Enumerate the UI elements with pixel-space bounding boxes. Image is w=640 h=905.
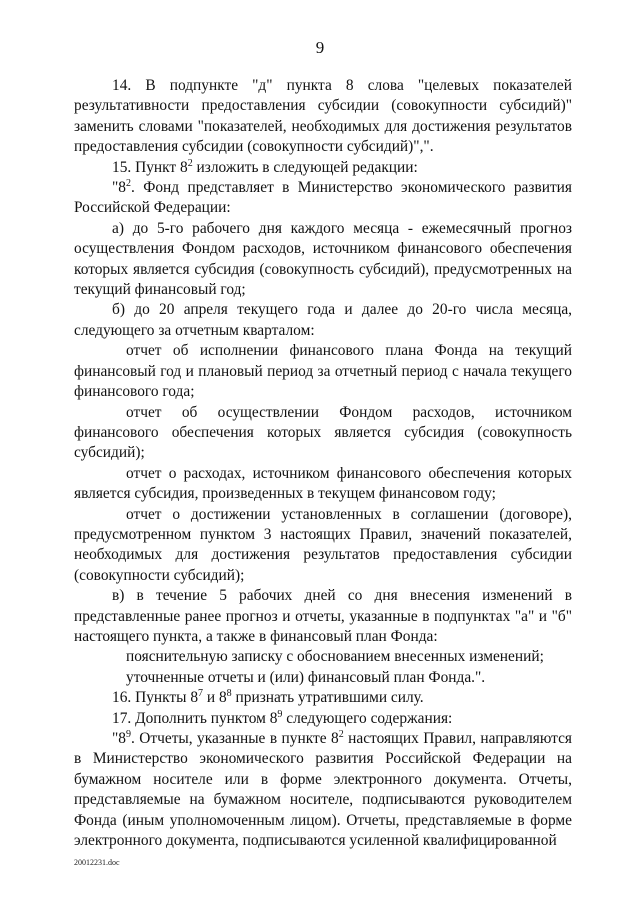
text-run: б) до 20 апреля текущего года и далее до 20-го числа месяца, следующего за отчетным кварталом: bbox=[74, 301, 572, 339]
text-run: изложить в следующей редакции: bbox=[192, 158, 418, 176]
paragraph bbox=[74, 688, 572, 708]
paragraph bbox=[74, 300, 572, 341]
text-run: 15. Пункт 8 bbox=[112, 158, 188, 176]
paragraph bbox=[74, 403, 572, 464]
text-run: в) в течение 5 рабочих дней со дня внесения изменений в представленные ранее прогноз и отчеты, указанные в подпунктах "а" и "б" настоящего пункта, а также в финансовый план Фонда: bbox=[74, 587, 572, 645]
paragraph bbox=[74, 341, 572, 402]
superscript: 9 bbox=[277, 708, 283, 720]
text-run: и 8 bbox=[203, 689, 227, 707]
superscript: 8 bbox=[226, 688, 232, 700]
paragraph bbox=[74, 586, 572, 647]
superscript: 2 bbox=[338, 728, 344, 740]
text-run: пояснительную записку с обоснованием внесенных изменений; bbox=[126, 648, 544, 666]
text-run: признать утратившими силу. bbox=[231, 689, 424, 707]
text-run: 17. Дополнить пунктом 8 bbox=[112, 709, 278, 727]
document-body bbox=[74, 76, 572, 851]
paragraph bbox=[74, 647, 572, 667]
paragraph bbox=[74, 158, 572, 178]
text-run: . Отчеты, указанные в пункте 8 bbox=[130, 730, 339, 747]
text-run: 14. В подпункте "д" пункта 8 слова "целевых показателей результативности предоставления субсидии (совокупности субсидий)" заменить словами "показателей, необходимых для достижения результатов предоставления субсидии (совокупности субсидий)",". bbox=[74, 77, 572, 156]
paragraph bbox=[74, 729, 572, 851]
text-run: а) до 5-го рабочего дня каждого месяца - ежемесячный прогноз осуществления Фондом расходов, источником финансового обеспечения которых является субсидия (совокупность субсидий), предусмотренных на текущий финансовый год; bbox=[74, 219, 572, 299]
text-run: . Фонд представляет в Министерство экономического развития Российской Федерации: bbox=[74, 179, 572, 217]
text-run: настоящих Правил, направляются в Министерство экономического развития Российской Федерации на бумажном носителе или в форме электронного документа. Отчеты, представляемые на бумажном носителе, подписываются руководителем Фонда (иным уполномоченным лицом). Отчеты, представляемые в форме электронного документа, подписываются усиленной квалифицированной bbox=[74, 730, 572, 850]
superscript: 9 bbox=[125, 728, 131, 740]
paragraph bbox=[74, 178, 572, 219]
superscript: 2 bbox=[187, 157, 193, 169]
text-run: следующего содержания: bbox=[282, 709, 453, 727]
text-run: "8 bbox=[112, 179, 126, 197]
superscript: 7 bbox=[198, 688, 204, 700]
superscript: 2 bbox=[125, 177, 131, 189]
paragraph bbox=[74, 505, 572, 587]
paragraph bbox=[74, 709, 572, 729]
paragraph bbox=[74, 76, 572, 158]
text-run: 16. Пункты 8 bbox=[112, 689, 199, 707]
text-run: отчет о достижении установленных в соглашении (договоре), предусмотренном пунктом 3 настоящих Правил, значений показателей, необходимых для достижения результатов предоставления субсидии (совокупности субсидий); bbox=[74, 505, 572, 584]
text-run: отчет об осуществлении Фондом расходов, источником финансового обеспечения которых является субсидия (совокупность субсидий); bbox=[74, 403, 572, 462]
file-name-footer: 20012231.doc bbox=[74, 858, 120, 867]
paragraph bbox=[74, 464, 572, 505]
text-run: отчет об исполнении финансового плана Фонда на текущий финансовый год и плановый период за отчетный период с начала текущего финансового года; bbox=[74, 342, 572, 401]
page-number: 9 bbox=[315, 38, 325, 57]
paragraph bbox=[74, 668, 572, 688]
text-run: "8 bbox=[112, 730, 126, 747]
paragraph bbox=[74, 219, 572, 301]
text-run: отчет о расходах, источником финансового обеспечения которых является субсидия, произведенных в текущем финансовом году; bbox=[74, 464, 572, 503]
text-run: уточненные отчеты и (или) финансовый план Фонда.". bbox=[126, 668, 486, 686]
